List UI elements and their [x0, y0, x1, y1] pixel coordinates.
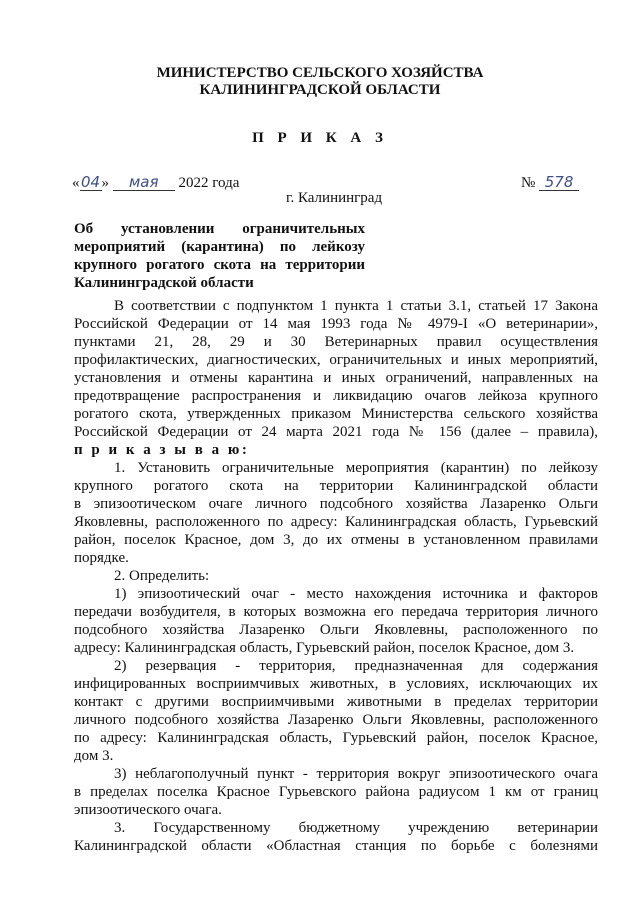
body-line: крупного рогатого скота на территории Калининградской области	[74, 478, 598, 494]
body-line: в пределах поселка Красное Гурьевского района радиусом 1 км от границ	[74, 784, 598, 800]
body-text	[74, 297, 598, 855]
number-value-handwritten: 578	[539, 174, 579, 191]
body-line: инфицированных восприимчивых животных, в условиях, исключающих их	[74, 676, 598, 692]
body-line: 3) неблагополучный пункт - территория вокруг эпизоотического очага	[114, 766, 598, 782]
order-body	[74, 297, 598, 855]
body-line: 3. Государственному бюджетному учреждению ветеринарии	[114, 820, 598, 836]
body-line: пунктами 21, 28, 29 и 30 Ветеринарных правил осуществления	[74, 334, 598, 350]
body-line: Яковлевны, расположенного по адресу: Калининградская область, Гурьевский	[74, 514, 598, 530]
body-line: 2) резервация - территория, предназначенная для содержания	[114, 658, 598, 674]
body-line: личного подсобного хозяйства Лазаренко Ольги Яковлевны, расположенного	[74, 712, 598, 728]
date-open-quote: «	[72, 175, 80, 191]
city: г. Калининград	[286, 190, 383, 206]
body-line: подсобного хозяйства Лазаренко Ольги Яковлевны, расположенного по	[74, 622, 598, 638]
ministry-name-line2: КАЛИНИНГРАДСКОЙ ОБЛАСТИ	[199, 82, 441, 98]
order-date	[72, 174, 239, 192]
body-line: по адресу: Калининградская область, Гурьевский район, поселок Красное,	[74, 730, 598, 746]
body-line: эпизоотического очага.	[74, 802, 222, 818]
body-line: в эпизоотическом очаге личного подсобного хозяйства Лазаренко Ольги	[74, 496, 598, 512]
body-line: 1) эпизоотический очаг - место нахождения источника и факторов	[114, 586, 598, 602]
body-line: В соответствии с подпунктом 1 пункта 1 статьи 3.1, статьей 17 Закона	[114, 298, 598, 314]
body-line: передачи возбудителя, в которых возможна его передача территория личного	[74, 604, 598, 620]
subject-line: Об установлении ограничительных	[74, 221, 365, 237]
body-line: рогатого скота, утвержденных приказом Министерства сельского хозяйства	[74, 406, 598, 422]
body-line: профилактических, диагностических, ограничительных и иных мероприятий,	[74, 352, 598, 368]
date-month-handwritten: мая	[113, 174, 175, 191]
subject-line: Калининградской области	[74, 275, 254, 291]
body-line: Российской Федерации от 14 мая 1993 года № 4979-I «О ветеринарии»,	[74, 316, 598, 332]
body-line: район, поселок Красное, дом 3, до их отмены в установленном правилами	[74, 532, 598, 548]
body-line: контакт с другими восприимчивыми животными в пределах территории	[74, 694, 598, 710]
body-line: Калининградской области «Областная станция по борьбе с болезнями	[74, 838, 598, 854]
document-title: П Р И К А З	[252, 130, 388, 146]
body-line: 2. Определить:	[114, 568, 210, 584]
body-line: порядке.	[74, 550, 129, 566]
order-number	[521, 174, 579, 192]
subject-line: мероприятий (карантина) по лейкозу	[74, 239, 365, 255]
body-line: дом 3.	[74, 748, 114, 764]
date-close-quote: »	[101, 175, 109, 191]
body-line: адресу: Калининградская область, Гурьевский район, поселок Красное, дом 3.	[74, 640, 575, 656]
date-year: 2022 года	[178, 175, 240, 191]
body-line: Российской Федерации от 24 марта 2021 года № 156 (далее – правила),	[74, 424, 598, 440]
order-subject	[74, 220, 365, 292]
body-line: 1. Установить ограничительные мероприятия (карантин) по лейкозу	[114, 460, 598, 476]
ministry-name-line1: МИНИСТЕРСТВО СЕЛЬСКОГО ХОЗЯЙСТВА	[156, 65, 484, 81]
body-line: предотвращение распространения и ликвидацию очагов лейкоза крупного	[74, 388, 598, 404]
subject-line: крупного рогатого скота на территории	[74, 257, 365, 273]
body-line: п р и к а з ы в а ю:	[74, 442, 250, 458]
number-sign: №	[521, 175, 536, 191]
date-day-handwritten: 04	[80, 173, 101, 191]
body-line: установления и отмены карантина и иных ограничений, направленных на	[74, 370, 598, 386]
